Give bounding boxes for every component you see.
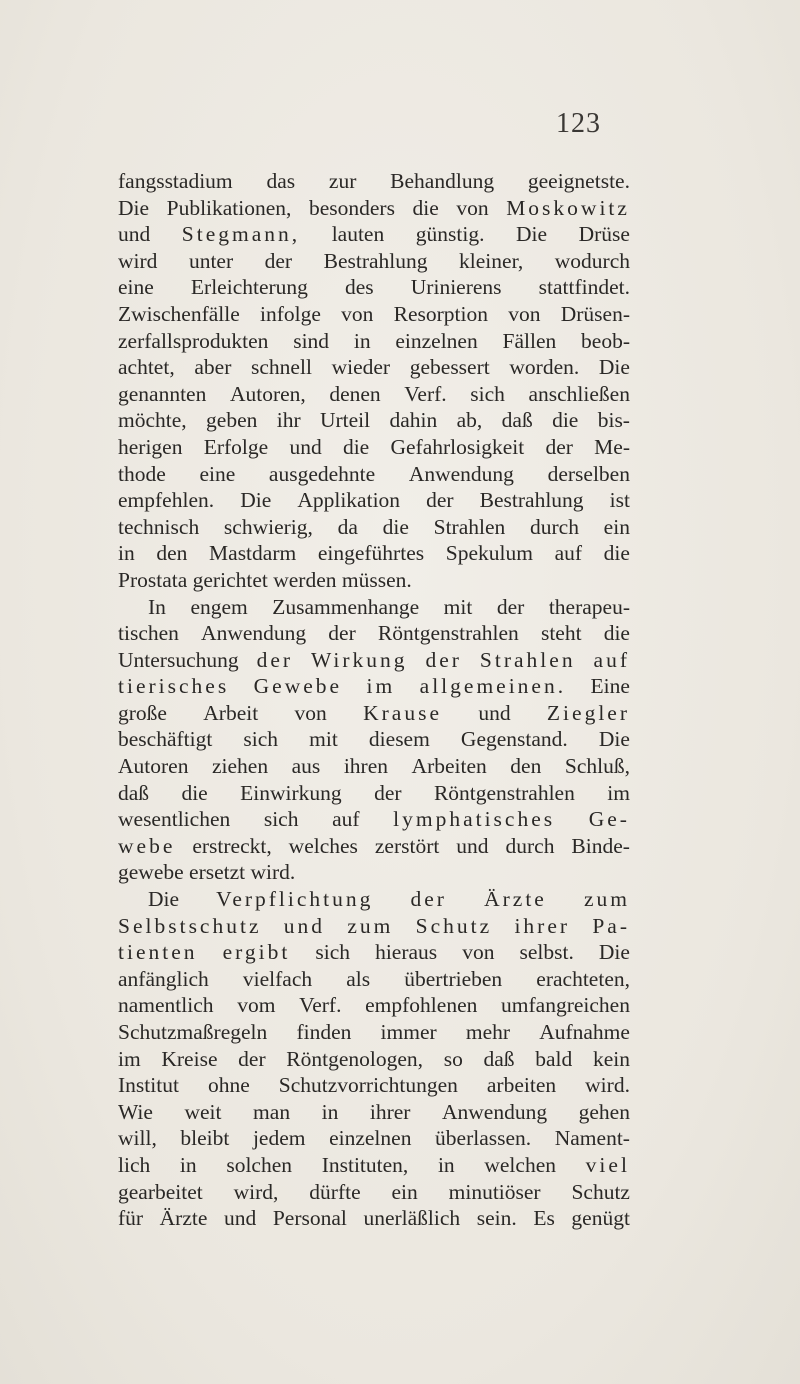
text-line: wird unter der Bestrahlung kleiner, wodurch	[118, 248, 630, 273]
text-line: und Stegmann, lauten günstig. Die Drüse	[118, 222, 630, 247]
text-line: im Kreise der Röntgenologen, so daß bald kein	[118, 1046, 630, 1071]
text-line: In engem Zusammenhange mit der therapeu-	[148, 594, 630, 619]
text-line: thode eine ausgedehnte Anwendung derselben	[118, 461, 630, 486]
text-line: herigen Erfolge und die Gefahrlosigkeit der Me-	[118, 434, 630, 459]
text-line: Schutzmaßregeln finden immer mehr Aufnahme	[118, 1020, 630, 1044]
text-line: namentlich vom Verf. empfohlenen umfangreichen	[118, 993, 630, 1018]
text-line: zerfallsprodukten sind in einzelnen Fällen beob-	[118, 328, 630, 353]
text-line: beschäftigt sich mit diesem Gegenstand. Die	[118, 727, 630, 752]
text-line: eine Erleichterung des Urinierens stattfindet.	[118, 275, 630, 300]
body-text	[118, 168, 630, 1232]
text-line: anfänglich vielfach als übertrieben erachteten,	[118, 966, 630, 991]
text-line: Prostata gerichtet werden müssen.	[118, 567, 412, 592]
text-line: fangsstadium das zur Behandlung geeignetste.	[118, 169, 630, 193]
text-line: tischen Anwendung der Röntgenstrahlen steht die	[118, 621, 630, 646]
text-line: achtet, aber schnell wieder gebessert worden. Die	[118, 355, 630, 380]
text-line: tienten ergibt sich hieraus von selbst. Die	[118, 940, 630, 965]
text-line: Zwischenfälle infolge von Resorption von Drüsen-	[118, 301, 630, 326]
text-line: empfehlen. Die Applikation der Bestrahlung ist	[118, 488, 630, 513]
text-line: daß die Einwirkung der Röntgenstrahlen im	[118, 780, 630, 805]
text-line: möchte, geben ihr Urteil dahin ab, daß die bis-	[118, 408, 630, 433]
text-line: für Ärzte und Personal unerläßlich sein. Es genügt	[118, 1206, 630, 1231]
text-line: in den Mastdarm eingeführtes Spekulum auf die	[118, 541, 630, 566]
text-line: Die Publikationen, besonders die von Moskowitz	[118, 195, 630, 220]
text-line: gearbeitet wird, dürfte ein minutiöser Schutz	[118, 1179, 630, 1204]
text-line: technisch schwierig, da die Strahlen durch ein	[118, 514, 630, 539]
text-line: große Arbeit von Krause und Ziegler	[118, 700, 630, 725]
text-line: Wie weit man in ihrer Anwendung gehen	[118, 1099, 630, 1124]
text-line: webe erstreckt, welches zerstört und durch Binde-	[118, 833, 630, 858]
text-line: Institut ohne Schutzvorrichtungen arbeiten wird.	[118, 1073, 630, 1098]
text-line: Autoren ziehen aus ihren Arbeiten den Schluß,	[118, 754, 630, 779]
text-line: lich in solchen Instituten, in welchen viel	[118, 1152, 630, 1177]
text-line: genannten Autoren, denen Verf. sich anschließen	[118, 381, 630, 406]
page-number: 123	[556, 108, 601, 139]
text-line: Die Verpflichtung der Ärzte zum	[148, 887, 630, 912]
text-line: wesentlichen sich auf lymphatisches Ge-	[118, 807, 630, 832]
text-line: Untersuchung der Wirkung der Strahlen auf	[118, 647, 630, 672]
text-line: gewebe ersetzt wird.	[118, 860, 296, 885]
text-line: will, bleibt jedem einzelnen überlassen. Nament-	[118, 1126, 630, 1151]
text-line: tierisches Gewebe im allgemeinen. Eine	[118, 674, 630, 699]
text-line: Selbstschutz und zum Schutz ihrer Pa-	[118, 913, 630, 938]
